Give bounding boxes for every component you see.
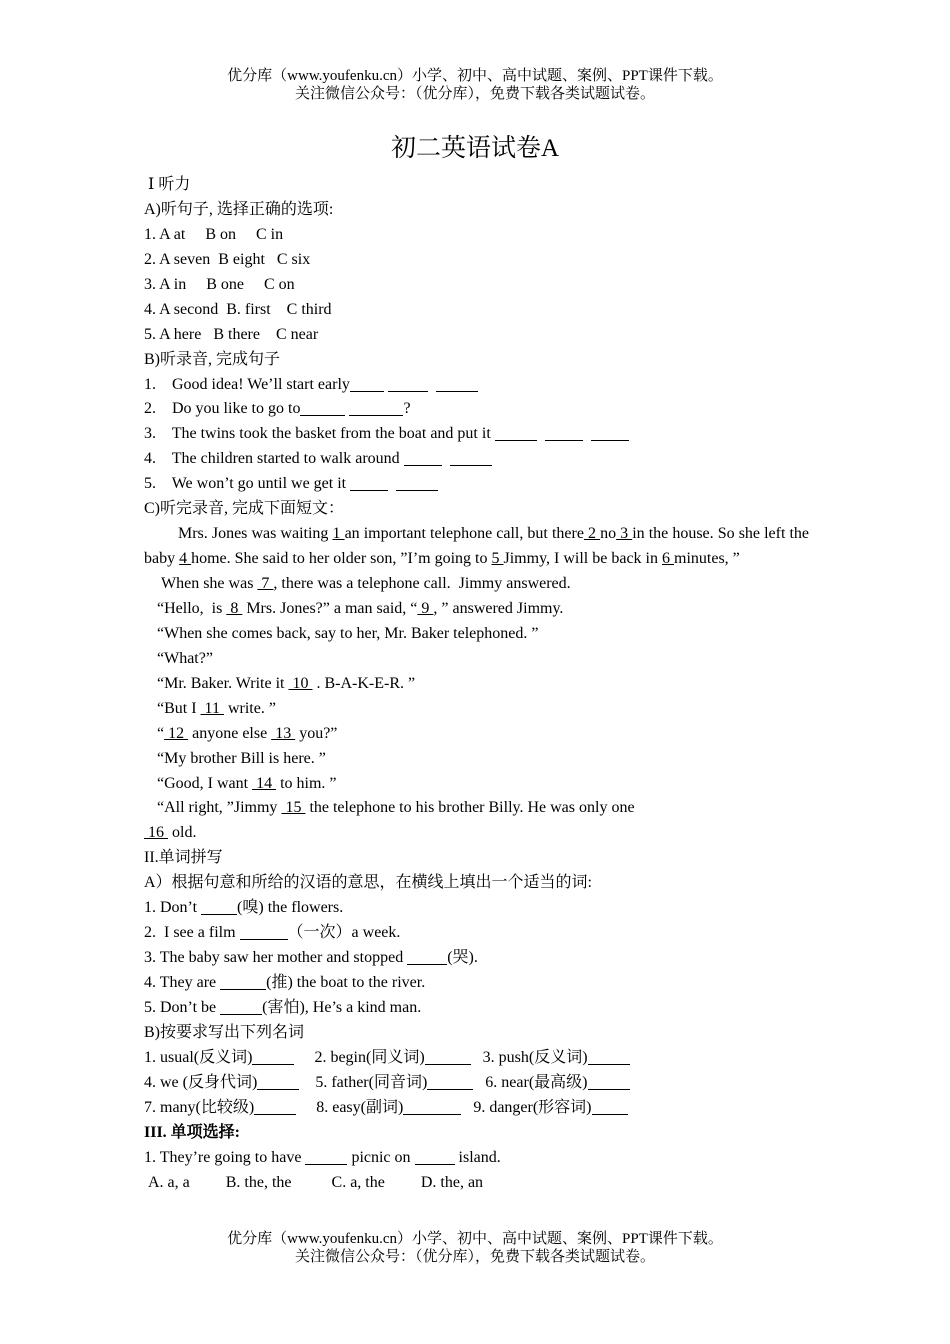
passage-blank-1[interactable]: 1 xyxy=(332,525,345,543)
answer-blank[interactable] xyxy=(588,1073,630,1090)
sentence-item-2: 2. Do you like to go to ? xyxy=(144,400,411,418)
passage-line-4: “When she comes back, say to her, Mr. Baker telephoned. ” xyxy=(157,624,539,642)
exam-body xyxy=(144,173,809,1195)
answer-blank[interactable] xyxy=(220,998,262,1015)
passage-blank-5[interactable]: 5 xyxy=(491,550,504,568)
passage-blank-16[interactable]: 16 xyxy=(144,824,168,842)
sentence-item-5: 5. We won’t go until we get it xyxy=(144,472,809,497)
answer-blank[interactable] xyxy=(305,1148,347,1165)
listening-choice-1: 1. A at B on C in xyxy=(144,225,284,243)
footer-line-1: 优分库（www.youfenku.cn）小学、初中、高中试题、案例、PPT课件下载。 xyxy=(227,1231,723,1247)
passage-blank-7[interactable]: 7 xyxy=(257,575,274,593)
part-b-heading: B)听录音, 完成句子 xyxy=(144,350,281,368)
word-forms-row-1: 1. usual(反义词) 2. begin(同义词) 3. push(反义词) xyxy=(144,1046,809,1071)
answer-blank[interactable] xyxy=(396,474,438,491)
answer-blank[interactable] xyxy=(220,973,266,990)
passage-line-3: “Hello, is 8 Mrs. Jones?” a man said, “ 9 , ” answered Jimmy. xyxy=(157,599,564,617)
answer-blank[interactable] xyxy=(495,424,537,441)
passage-blank-10[interactable]: 10 xyxy=(288,674,313,692)
passage-blank-13[interactable]: 13 xyxy=(271,724,296,742)
passage-line-11: “All right, ”Jimmy 15 the telephone to his brother Billy. He was only one xyxy=(157,799,635,817)
part-c-heading: C)听完录音, 完成下面短文： xyxy=(144,500,345,518)
answer-blank[interactable] xyxy=(254,1098,296,1115)
passage-blank-14[interactable]: 14 xyxy=(252,774,277,792)
section-3-heading: III. 单项选择: xyxy=(144,1123,241,1141)
mc-options-1: A. a, a B. the, the C. a, the D. the, an xyxy=(148,1173,484,1191)
sentence-item-3: 3. The twins took the basket from the boat and put it xyxy=(144,422,809,447)
answer-blank[interactable] xyxy=(350,474,388,491)
listening-choice-5: 5. A here B there C near xyxy=(144,325,319,343)
word-forms-row-2: 4. we (反身代词) 5. father(同音词) 6. near(最高级) xyxy=(144,1071,809,1096)
passage-blank-4[interactable]: 4 xyxy=(179,550,192,568)
spelling-item-5: 5. Don’t be (害怕), He’s a kind man. xyxy=(144,998,422,1016)
passage-blank-12[interactable]: 12 xyxy=(164,724,189,742)
answer-blank[interactable] xyxy=(257,1073,299,1090)
footer-line-2: 关注微信公众号：（优分库），免费下载各类试题试卷。 xyxy=(294,1249,655,1265)
passage-line-10: “Good, I want 14 to him. ” xyxy=(157,774,337,792)
answer-blank[interactable] xyxy=(252,1048,294,1065)
answer-blank[interactable] xyxy=(588,1048,630,1065)
answer-blank[interactable] xyxy=(350,375,384,392)
answer-blank[interactable] xyxy=(436,375,478,392)
passage-line-7: “But I 11 write. ” xyxy=(157,699,276,717)
header-line-1: 优分库（www.youfenku.cn）小学、初中、高中试题、案例、PPT课件下载。 xyxy=(227,68,723,84)
passage-blank-6[interactable]: 6 xyxy=(662,550,674,568)
word-forms-row-3: 7. many(比较级) 8. easy(副词) 9. danger(形容词) xyxy=(144,1096,809,1121)
answer-blank[interactable] xyxy=(415,1148,455,1165)
spelling-item-1: 1. Don’t (嗅) the flowers. xyxy=(144,899,344,917)
listening-choice-3: 3. A in B one C on xyxy=(144,275,295,293)
passage-line-8: “ 12 anyone else 13 you?” xyxy=(157,724,338,742)
spelling-a-heading: A）根据句意和所给的汉语的意思，在横线上填出一个适当的词: xyxy=(144,874,593,892)
answer-blank[interactable] xyxy=(404,449,442,466)
passage-blank-8[interactable]: 8 xyxy=(226,599,243,617)
answer-blank[interactable] xyxy=(407,948,447,965)
part-a-heading: A)听句子, 选择正确的选项: xyxy=(144,200,334,218)
passage-blank-2[interactable]: 2 xyxy=(583,525,601,543)
answer-blank[interactable] xyxy=(545,424,583,441)
passage-line-9: “My brother Bill is here. ” xyxy=(157,749,326,767)
answer-blank[interactable] xyxy=(300,399,345,416)
passage-line-6: “Mr. Baker. Write it 10 . B-A-K-E-R. ” xyxy=(157,674,416,692)
spelling-item-4: 4. They are (推) the boat to the river. xyxy=(144,974,426,992)
answer-blank[interactable] xyxy=(450,449,492,466)
answer-blank[interactable] xyxy=(427,1073,473,1090)
sentence-item-1: 1. Good idea! We’ll start early xyxy=(144,373,809,398)
passage-paragraph-1: Mrs. Jones was waiting 1 an important telephone call, but there 2 no 3 in the house. So she left the baby 4 home. She said to her older son, ”I’m going to 5 Jimmy, I will be back in 6 minutes, ” xyxy=(144,525,810,568)
listening-choice-4: 4. A second B. first C third xyxy=(144,300,332,318)
passage-blank-9[interactable]: 9 xyxy=(417,599,434,617)
answer-blank[interactable] xyxy=(201,898,237,915)
passage-blank-11[interactable]: 11 xyxy=(200,699,224,717)
answer-blank[interactable] xyxy=(425,1048,471,1065)
listening-choice-2: 2. A seven B eight C six xyxy=(144,250,311,268)
spelling-item-3: 3. The baby saw her mother and stopped (哭). xyxy=(144,949,478,967)
spelling-item-2: 2. I see a film （一次）a week. xyxy=(144,924,401,942)
answer-blank[interactable] xyxy=(592,1098,628,1115)
word-forms-heading: B)按要求写出下列名词 xyxy=(144,1023,305,1041)
section-1-heading: Ⅰ 听力 xyxy=(148,176,191,193)
passage-blank-3[interactable]: 3 xyxy=(616,525,633,543)
answer-blank[interactable] xyxy=(349,399,403,416)
passage-blank-15[interactable]: 15 xyxy=(281,799,306,817)
passage-line-12: 16 old. xyxy=(144,824,197,842)
header-line-2: 关注微信公众号：（优分库），免费下载各类试题试卷。 xyxy=(294,86,655,102)
mc-question-1: 1. They’re going to have picnic on island. xyxy=(144,1148,501,1166)
passage-line-5: “What?” xyxy=(157,649,213,667)
answer-blank[interactable] xyxy=(403,1098,461,1115)
answer-blank[interactable] xyxy=(591,424,629,441)
passage-line-2: When she was 7 , there was a telephone call. Jimmy answered. xyxy=(161,575,571,593)
answer-blank[interactable] xyxy=(240,923,288,940)
page-title: 初二英语试卷A xyxy=(390,135,560,162)
section-2-heading: II.单词拼写 xyxy=(144,849,223,867)
sentence-item-4: 4. The children started to walk around xyxy=(144,447,809,472)
answer-blank[interactable] xyxy=(388,375,428,392)
